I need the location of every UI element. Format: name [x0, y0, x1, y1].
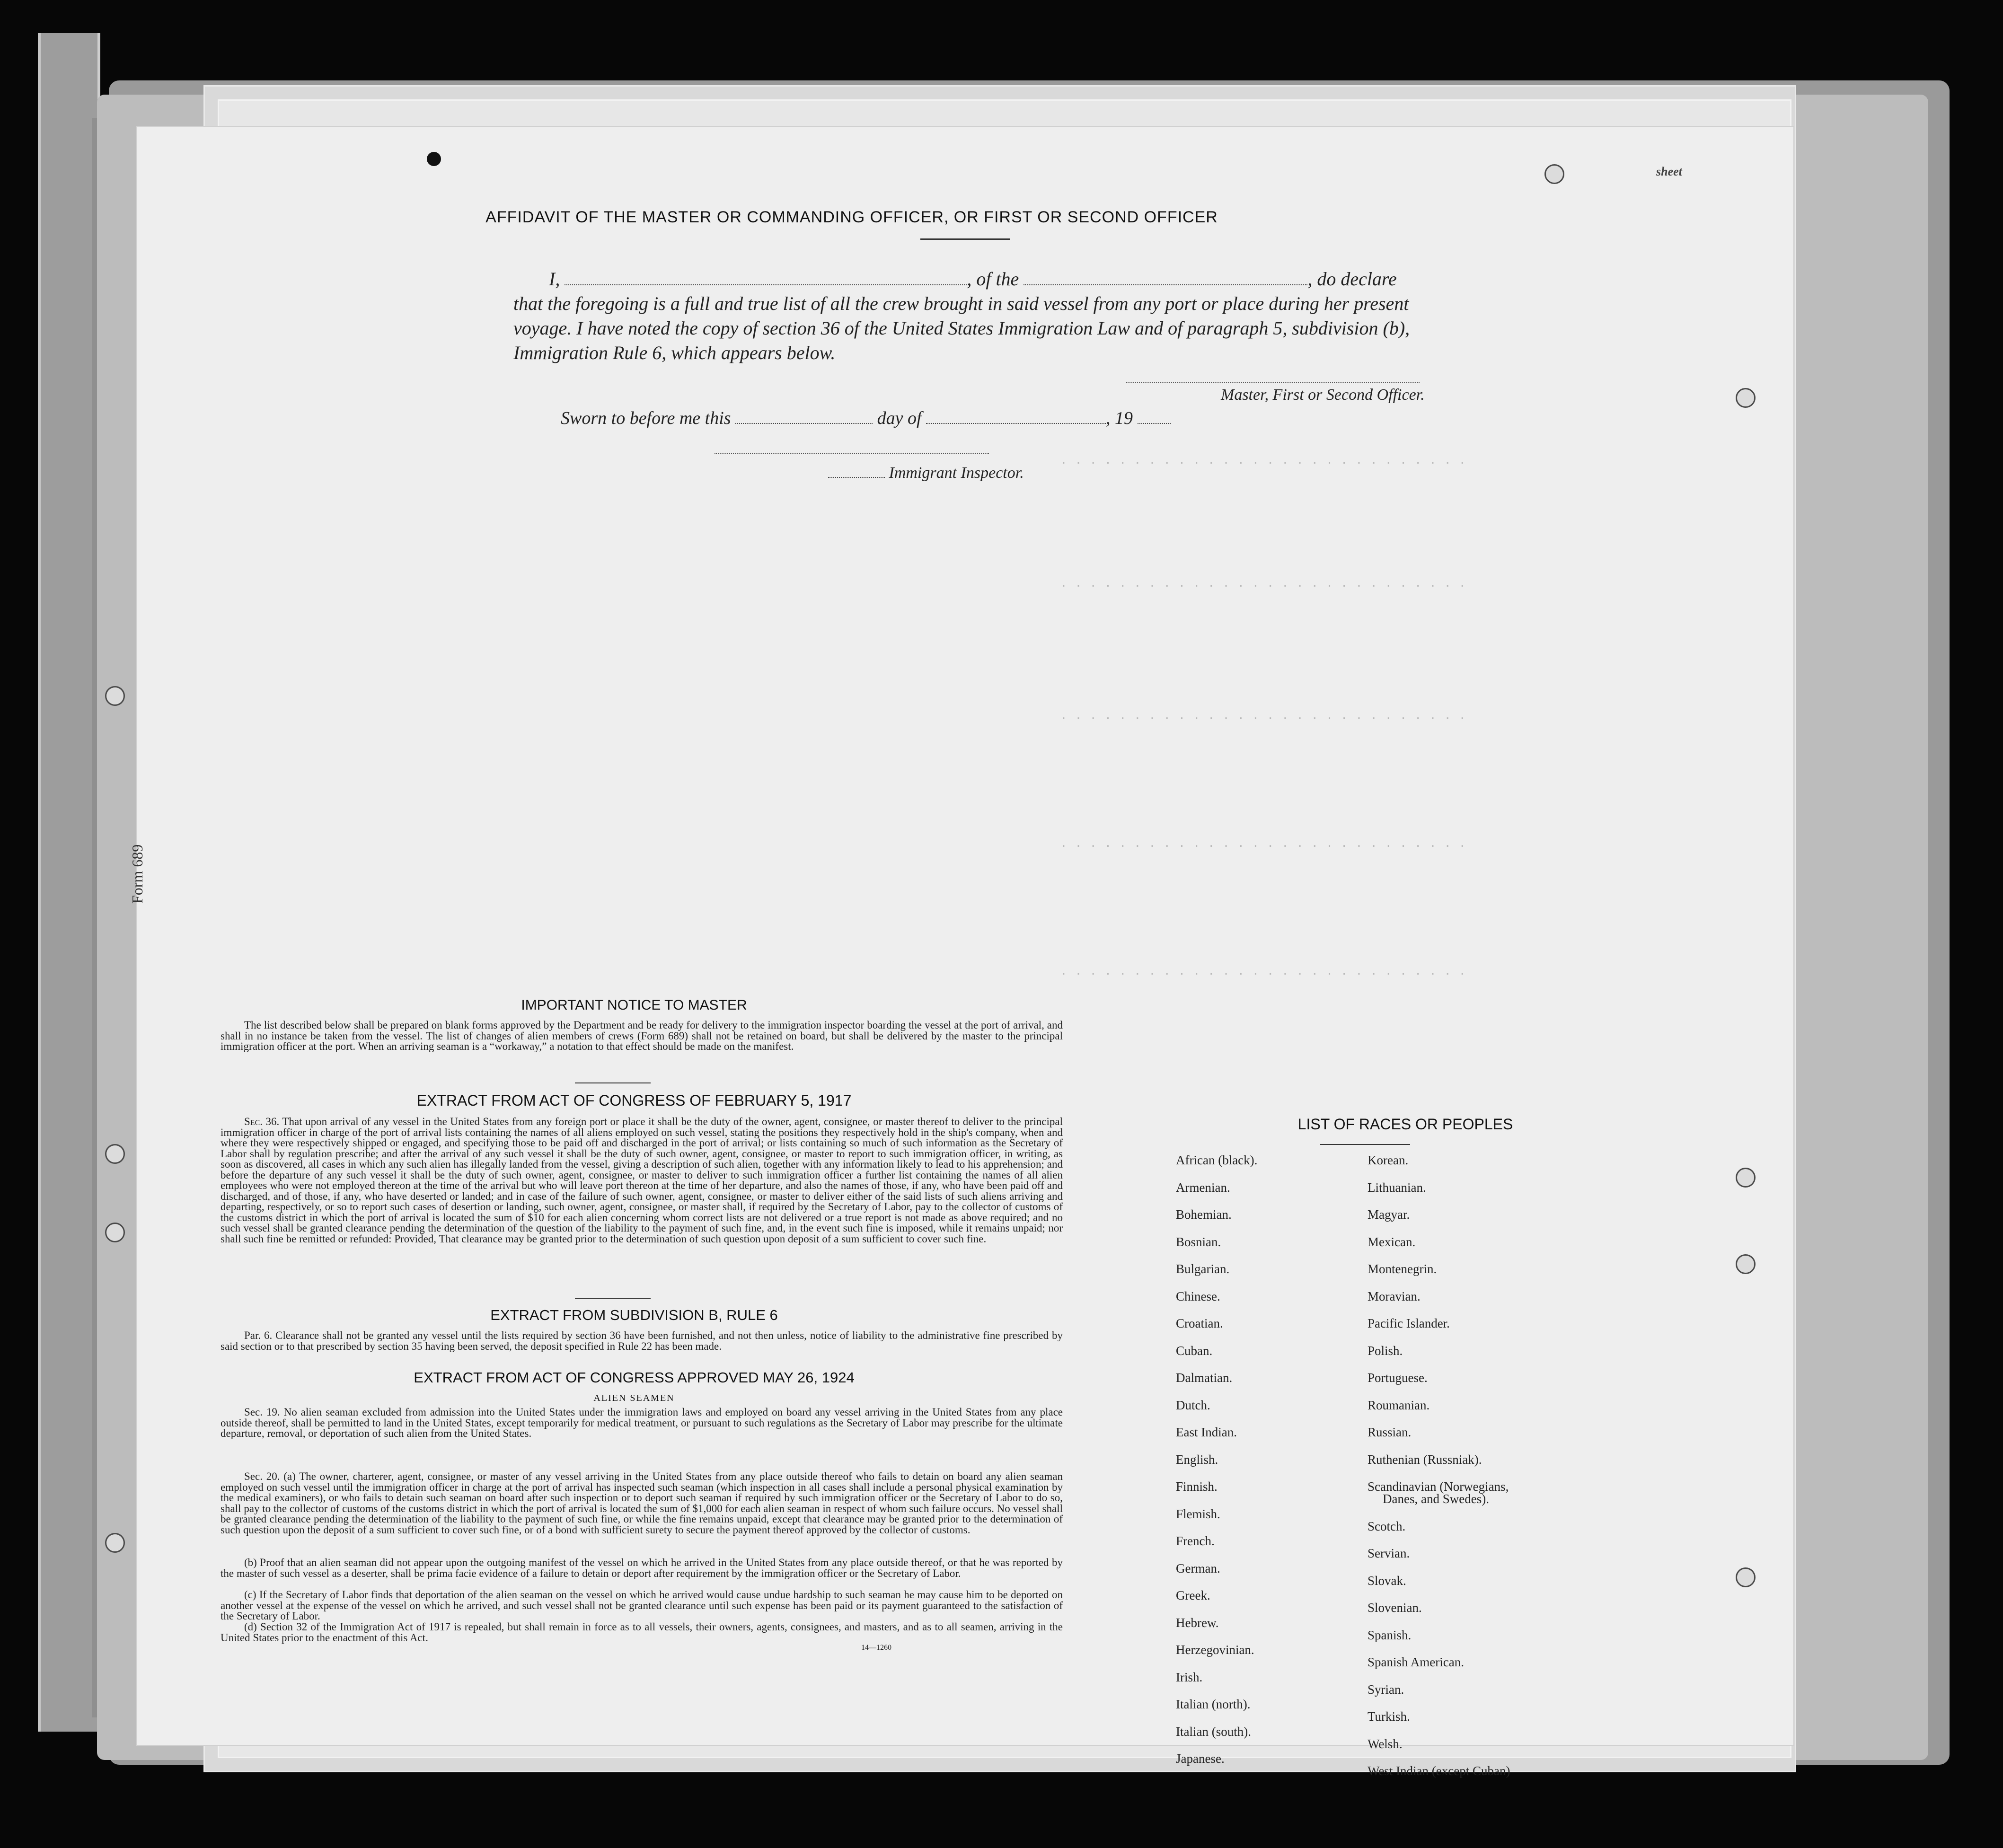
sec-19-text: Sec. 19. No alien seaman excluded from admission into the United States under the immigration laws and employed on board any vessel arriving in the United States from any place outside thereof, shall be permitted to land in the United States, except temporarily for medical treatment, or pursuant to such regulations as the Secretary of Labor may prescribe for the ultimate departure, removal, or deportation of such alien from the United States.	[221, 1406, 1063, 1439]
race-item: Armenian.	[1176, 1180, 1230, 1195]
form-number: Form 689	[129, 844, 146, 904]
punch-hole	[1736, 1254, 1756, 1274]
race-item: Pacific Islander.	[1368, 1316, 1450, 1330]
punch-hole	[1736, 1168, 1756, 1188]
race-item: Dalmatian.	[1176, 1371, 1233, 1385]
race-item: French.	[1176, 1534, 1215, 1548]
race-item: Spanish American.	[1368, 1655, 1464, 1669]
race-item: Korean.	[1368, 1153, 1409, 1167]
affidavit-line-1	[549, 268, 1397, 290]
sworn-year-blank[interactable]	[1138, 409, 1171, 424]
sec-36-text: That upon arrival of any vessel in the United States from any foreign port or place it shall be the duty of the owner, agent, consignee, or master thereof to deliver to the principal immigration officer in charge of the port of arrival lists containing the names of all aliens employed on such vessel, stating the positions they respectively hold in the ship's company, when and where they were respectively shipped or engaged, and specifying those to be paid off and discharged in the port of arrival; or lists containing so much of such information as the Secretary of Labor shall by regulation prescribe; and after the arrival of any such vessel it shall be the duty of such owner, agent, consignee, or master to report to such immigration officer, in writing, as soon as discovered, all cases in which any such alien has illegally landed from the vessel, giving a description of such alien, together with any information likely to lead to his apprehension; and before the departure of any such vessel it shall be the duty of such owner, agent, consignee, or master to deliver to such immigration officer a further list containing the names of all alien employees who were not employed thereon at the time of the arrival but who will leave port thereon at the time of her departure, and also the names of those, if any, who have been paid off and discharged, and of those, if any, who have deserted or landed; and in case of the failure of such owner, agent, consignee, or master to deliver either of the said lists of such aliens arriving and departing, respectively, or so to report such cases of desertion or landing, such owner, agent, consignee, or master shall, if required by the Secretary of Labor, pay to the collector of customs of the customs district in which the port of arrival is located the sum of $10 for each alien concerning whom correct lists are not delivered or a true report is not made as above required; and no such vessel shall be granted clearance pending the determination of the question of the liability to the payment of such fine, and, in the event such fine is imposed, while it remains unpaid; nor shall such fine be remitted or refunded: Provided, That clearance may be granted prior to the determination of such question upon deposit of a sum sufficient to cover such fine.	[221, 1116, 1063, 1245]
vessel-blank[interactable]	[1024, 270, 1307, 285]
race-item: Servian.	[1368, 1546, 1410, 1560]
alien-seamen-subheading: ALIEN SEAMEN	[593, 1393, 675, 1403]
race-item: Finnish.	[1176, 1479, 1218, 1494]
print-code: 14—1260	[861, 1644, 891, 1652]
affidavit-line-2: that the foregoing is a full and true list of all the crew brought in said vessel from any port or place during her present	[513, 293, 1409, 314]
race-item: Dutch.	[1176, 1398, 1210, 1412]
sec-20b-text: (b) Proof that an alien seaman did not appear upon the outgoing manifest of the vessel on which he arrived in the United States from any place outside thereof, or that he was reported by the master of such vessel as a deserter, shall be prima facie evidence of a failure to detain or deport after requirement by the immigration officer or the Secretary of Labor.	[221, 1557, 1063, 1579]
races-rule	[1320, 1144, 1410, 1145]
bleed-through-text: . . . . . . . . . . . . . . . . . . . . . . . . . . . .	[1060, 709, 1466, 723]
race-item: Ruthenian (Russniak).	[1368, 1452, 1482, 1467]
inspector-signature-line[interactable]	[715, 453, 989, 454]
punch-hole	[105, 1223, 125, 1242]
race-item: Spanish.	[1368, 1628, 1412, 1642]
name-blank[interactable]	[565, 270, 967, 285]
race-item: Roumanian.	[1368, 1398, 1430, 1412]
race-item: West Indian (except Cuban)	[1368, 1764, 1510, 1778]
sworn-day-blank[interactable]	[735, 409, 873, 424]
punch-hole	[427, 152, 441, 166]
race-item: Syrian.	[1368, 1682, 1404, 1697]
race-item: Italian (north).	[1176, 1697, 1251, 1711]
extract-1917-heading: EXTRACT FROM ACT OF CONGRESS OF FEBRUARY 5, 1917	[416, 1092, 852, 1109]
sec-36-label: Sec. 36.	[244, 1116, 280, 1127]
race-item: Flemish.	[1176, 1506, 1220, 1521]
punch-hole	[1736, 1567, 1756, 1587]
section-rule	[575, 1082, 651, 1083]
race-item: Croatian.	[1176, 1316, 1223, 1330]
race-item: English.	[1176, 1452, 1218, 1467]
affidavit-i: I,	[549, 268, 560, 290]
race-item: Italian (south).	[1176, 1724, 1251, 1739]
inspector-blank	[828, 467, 885, 478]
race-item: Scotch.	[1368, 1519, 1406, 1533]
race-item: Russian.	[1368, 1425, 1412, 1439]
sec-20c-text: (c) If the Secretary of Labor finds that deportation of the alien seaman on the vessel on which he arrived would cause undue hardship to such seaman he may cause him to be deported on another vessel at the expense of the vessel on which he arrived, and such vessel shall not be granted clearance until such expense has been paid or its payment guaranteed to the satisfaction of the Secretary of Labor.	[221, 1589, 1063, 1622]
race-item: Turkish.	[1368, 1709, 1410, 1724]
extract-1917-text	[221, 1117, 1063, 1244]
race-item: Slovenian.	[1368, 1601, 1422, 1615]
sworn-year: , 19	[1106, 408, 1133, 428]
sec-20d-text: (d) Section 32 of the Immigration Act of 1917 is repealed, but shall remain in force as to all vessels, their owners, agents, consignees, and masters, and as to all seamen, arriving in the United States prior to the enactment of this Act.	[221, 1621, 1063, 1644]
affidavit-line-3: voyage. I have noted the copy of section 36 of the United States Immigration Law and of paragraph 5, subdivision (b),	[513, 317, 1410, 339]
race-item: Montenegrin.	[1368, 1262, 1437, 1276]
race-item: East Indian.	[1176, 1425, 1237, 1439]
race-item: Scandinavian (Norwegians,	[1368, 1479, 1509, 1494]
race-item: Danes, and Swedes).	[1383, 1492, 1489, 1506]
race-item: Bulgarian.	[1176, 1262, 1230, 1276]
binder-edge	[38, 33, 100, 1732]
notice-text: The list described below shall be prepared on blank forms approved by the Department and be ready for delivery to the immigration inspector boarding the vessel at the port of arrival, and shall in no instance be taken from the vessel. The list of changes of alien members of crews (Form 689) shall not be retained on board, but shall be delivered by the master to the principal immigration officer at the port. When an arriving seaman is a “workaway,” a notation to that effect should be made on the manifest.	[221, 1019, 1063, 1052]
race-item: Lithuanian.	[1368, 1180, 1426, 1195]
section-rule	[575, 1298, 651, 1299]
race-item: Welsh.	[1368, 1736, 1403, 1751]
sworn-month-blank[interactable]	[926, 409, 1106, 424]
notice-heading: IMPORTANT NOTICE TO MASTER	[521, 997, 747, 1013]
race-item: Herzegovinian.	[1176, 1643, 1254, 1657]
race-item: Mexican.	[1368, 1234, 1416, 1249]
master-signature-line[interactable]	[1126, 382, 1420, 383]
punch-hole	[1736, 388, 1756, 408]
race-item: Chinese.	[1176, 1289, 1220, 1303]
affidavit-of-the: , of the	[967, 268, 1019, 290]
race-item: Slovak.	[1368, 1573, 1406, 1588]
punch-hole	[1544, 164, 1564, 184]
races-right-column	[1368, 1153, 1699, 1792]
races-left-column	[1176, 1153, 1365, 1792]
race-item: Portuguese.	[1368, 1371, 1428, 1385]
affidavit-title: AFFIDAVIT OF THE MASTER OR COMMANDING OFFICER, OR FIRST OR SECOND OFFICER	[485, 208, 1218, 226]
race-item: Cuban.	[1176, 1343, 1213, 1358]
race-item: Greek.	[1176, 1588, 1210, 1602]
master-signature-label: Master, First or Second Officer.	[1221, 386, 1425, 404]
sworn-day-of: day of	[877, 408, 922, 428]
race-item: African (black).	[1176, 1153, 1258, 1167]
bleed-through-text: . . . . . . . . . . . . . . . . . . . . . . . . . . . .	[1060, 576, 1466, 590]
bleed-through-text: . . . . . . . . . . . . . . . . . . . . . . . . . . . .	[1060, 836, 1466, 851]
sworn-line	[561, 408, 1171, 429]
race-item: German.	[1176, 1561, 1220, 1575]
inspector-signature-label	[828, 464, 1024, 482]
title-rule	[920, 238, 1010, 240]
race-item: Moravian.	[1368, 1289, 1421, 1303]
sec-20a-text: Sec. 20. (a) The owner, charterer, agent, consignee, or master of any vessel arriving in the United States from any place outside thereof who fails to detain on board any alien seaman employed on such vessel until the immigration officer in charge at the port of arrival has inspected such seaman (which inspection in all cases shall include a personal physical examination by the medical examiners), or who fails to detain such seaman on board after such inspection or to deport such seaman if required by such immigration officer or the Secretary of Labor to do so, shall pay to the collector of customs of the customs district in which the port of arrival is located the sum of $1,000 for each alien seaman in respect of whom such failure occurs. No vessel shall be granted clearance pending the determination of the liability to the payment of such fine, or while the fine remains unpaid, except that clearance may be granted prior to the determination of such question upon the deposit of a sum sufficient to cover such fine, or of a bond with sufficient surety to secure the payment thereof approved by the collector of customs.	[221, 1470, 1063, 1536]
race-item: Japanese.	[1176, 1751, 1225, 1766]
extract-rule6-text: Par. 6. Clearance shall not be granted any vessel until the lists required by section 36 have been furnished, and not then unless, notice of liability to the administrative fine prescribed by said section or to that prescribed by section 35 having been served, the deposit specified in Rule 22 has been made.	[221, 1329, 1063, 1352]
bleed-through-text: . . . . . . . . . . . . . . . . . . . . . . . . . . . .	[1060, 964, 1466, 978]
race-item: Bohemian.	[1176, 1207, 1232, 1222]
affidavit-line-4: Immigration Rule 6, which appears below.	[513, 342, 836, 363]
inspector-label-text: Immigrant Inspector.	[889, 464, 1024, 482]
punch-hole	[105, 1533, 125, 1553]
race-item: Polish.	[1368, 1343, 1403, 1358]
bleed-through-text: . . . . . . . . . . . . . . . . . . . . . . . . . . . .	[1060, 453, 1466, 467]
sworn-label: Sworn to before me this	[561, 408, 731, 428]
race-item: Hebrew.	[1176, 1615, 1219, 1630]
punch-hole	[105, 686, 125, 706]
document-page	[137, 127, 1793, 1778]
race-item: Magyar.	[1368, 1207, 1410, 1222]
affidavit-declare: , do declare	[1307, 268, 1397, 290]
punch-hole	[105, 1144, 125, 1164]
extract-1924-heading: EXTRACT FROM ACT OF CONGRESS APPROVED MAY 26, 1924	[414, 1369, 855, 1386]
corner-label: sheet	[1656, 165, 1682, 178]
races-heading: LIST OF RACES OR PEOPLES	[1297, 1116, 1513, 1133]
race-item: Bosnian.	[1176, 1234, 1221, 1249]
extract-rule6-heading: EXTRACT FROM SUBDIVISION B, RULE 6	[490, 1307, 778, 1323]
race-item: Irish.	[1176, 1670, 1203, 1684]
